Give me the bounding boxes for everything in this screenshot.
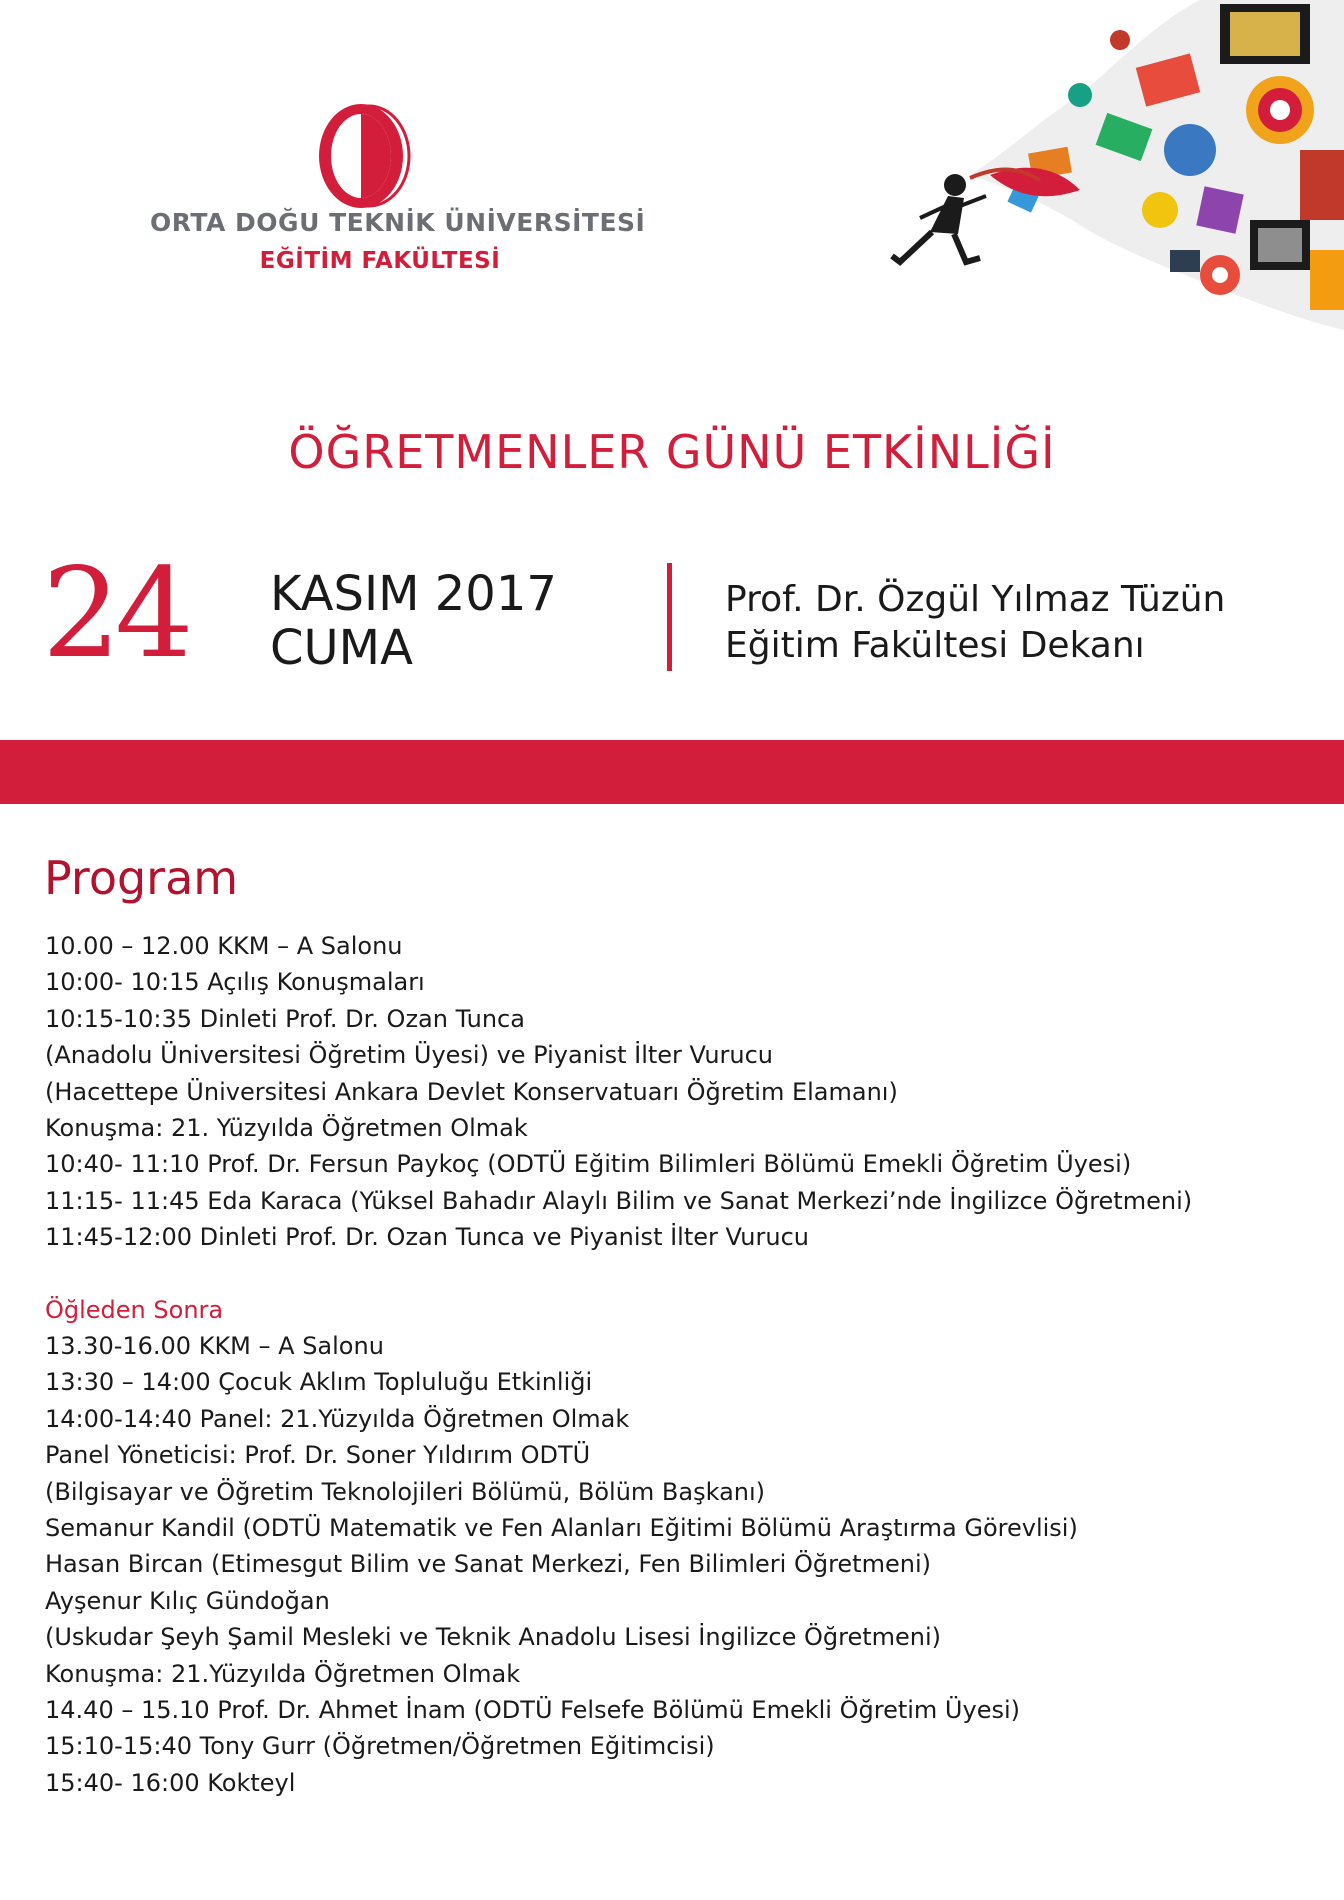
faculty-name: EĞİTİM FAKÜLTESİ [259,248,501,274]
program-item: (Uskudar Şeyh Şamil Mesleki ve Teknik Anadolu Lisesi İngilizce Öğretmeni) [45,1623,942,1652]
event-month-year: KASIM 2017 [270,566,557,622]
program-item: Hasan Bircan (Etimesgut Bilim ve Sanat Merkezi, Fen Bilimleri Öğretmeni) [45,1550,931,1579]
program-item: 14:00-14:40 Panel: 21.Yüzyılda Öğretmen Olmak [45,1404,630,1433]
program-item: Panel Yöneticisi: Prof. Dr. Soner Yıldırım ODTÜ [45,1441,591,1470]
program-item: 13.30-16.00 KKM – A Salonu [45,1332,384,1360]
program-item: (Anadolu Üniversitesi Öğretim Üyesi) ve Piyanist İlter Vurucu [45,1041,774,1070]
program-item: 13:30 – 14:00 Çocuk Aklım Topluluğu Etkinliği [45,1368,593,1397]
dean-title: Eğitim Fakültesi Dekanı [725,625,1145,666]
program-item: 11:45-12:00 Dinleti Prof. Dr. Ozan Tunca ve Piyanist İlter Vurucu [45,1223,810,1252]
event-weekday: CUMA [270,620,413,676]
program-item: 14.40 – 15.10 Prof. Dr. Ahmet İnam (ODTÜ Felsefe Bölümü Emekli Öğretim Üyesi) [45,1695,1020,1724]
program-item: 10.00 – 12.00 KKM – A Salonu [45,932,403,960]
event-day: 24 [42,542,188,686]
university-name: ORTA DOĞU TEKNİK ÜNİVERSİTESİ [150,208,646,237]
afternoon-program-list [45,1328,1325,1801]
program-item: (Bilgisayar ve Öğretim Teknolojileri Bölümü, Bölüm Başkanı) [45,1477,766,1506]
odtu-logo-icon [315,100,411,212]
program-item: Ayşenur Kılıç Gündoğan [45,1586,330,1615]
program-item: 15:10-15:40 Tony Gurr (Öğretmen/Öğretmen Eğitimcisi) [45,1732,715,1761]
running-girl-figure [892,174,986,262]
program-item: Konuşma: 21.Yüzyılda Öğretmen Olmak [45,1659,521,1688]
dean-name: Prof. Dr. Özgül Yılmaz Tüzün [725,579,1226,620]
vertical-divider [667,563,672,671]
program-item: 10:00- 10:15 Açılış Konuşmaları [45,968,425,997]
program-item: 10:15-10:35 Dinleti Prof. Dr. Ozan Tunca [45,1004,525,1033]
program-item: 10:40- 11:10 Prof. Dr. Fersun Paykoç (ODTÜ Eğitim Bilimleri Bölümü Emekli Öğretim Üyesi) [45,1150,1132,1179]
program-item: Konuşma: 21. Yüzyılda Öğretmen Olmak [45,1113,528,1142]
afternoon-heading: Öğleden Sonra [45,1296,224,1324]
program-heading: Program [44,851,239,905]
program-item: 15:40- 16:00 Kokteyl [45,1768,296,1797]
red-divider-band [0,740,1344,804]
illustration-collage [780,0,1344,340]
collage-objects [970,0,1344,330]
morning-program-list [45,928,1325,1256]
program-item: (Hacettepe Üniversitesi Ankara Devlet Konservatuarı Öğretim Elamanı) [45,1077,898,1106]
program-item: 11:15- 11:45 Eda Karaca (Yüksel Bahadır Alaylı Bilim ve Sanat Merkezi’nde İngilizce Öğretmeni) [45,1186,1193,1215]
event-title: ÖĞRETMENLER GÜNÜ ETKİNLİĞİ [288,425,1056,479]
program-item: Semanur Kandil (ODTÜ Matematik ve Fen Alanları Eğitimi Bölümü Araştırma Görevlisi) [45,1513,1078,1542]
